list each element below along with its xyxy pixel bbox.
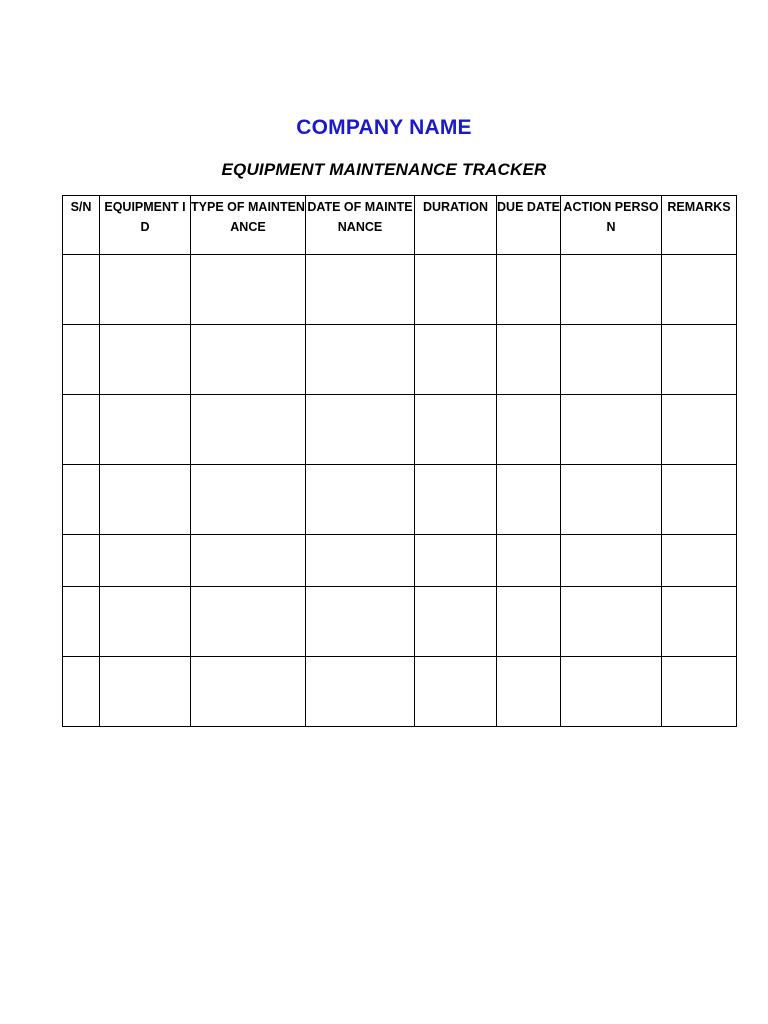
table-cell[interactable] — [561, 587, 662, 657]
table-row — [63, 587, 737, 657]
table-cell[interactable] — [306, 535, 415, 587]
table-cell[interactable] — [100, 325, 191, 395]
maintenance-tracker-table — [62, 195, 737, 727]
table-cell[interactable] — [191, 657, 306, 727]
table-cell[interactable] — [63, 325, 100, 395]
table-cell[interactable] — [306, 255, 415, 325]
column-header-remarks: REMARKS — [662, 196, 737, 255]
table-row — [63, 535, 737, 587]
table-row — [63, 465, 737, 535]
table-cell[interactable] — [415, 395, 497, 465]
table-cell[interactable] — [191, 325, 306, 395]
column-header-sn: S/N — [63, 196, 100, 255]
table-cell[interactable] — [662, 587, 737, 657]
table-cell[interactable] — [662, 657, 737, 727]
column-header-duration: DURATION — [415, 196, 497, 255]
table-cell[interactable] — [662, 535, 737, 587]
table-cell[interactable] — [306, 587, 415, 657]
table-cell[interactable] — [100, 395, 191, 465]
table-cell[interactable] — [415, 587, 497, 657]
table-cell[interactable] — [497, 587, 561, 657]
table-cell[interactable] — [100, 587, 191, 657]
table-cell[interactable] — [497, 465, 561, 535]
table-cell[interactable] — [415, 535, 497, 587]
table-cell[interactable] — [662, 465, 737, 535]
table-cell[interactable] — [497, 395, 561, 465]
table-cell[interactable] — [100, 255, 191, 325]
table-cell[interactable] — [561, 465, 662, 535]
table-cell[interactable] — [561, 657, 662, 727]
table-row — [63, 395, 737, 465]
column-header-type-of-maintenance: TYPE OF MAINTENANCE — [191, 196, 306, 255]
table-cell[interactable] — [415, 465, 497, 535]
table-cell[interactable] — [191, 255, 306, 325]
table-cell[interactable] — [497, 535, 561, 587]
column-header-due-date: DUE DATE — [497, 196, 561, 255]
table-row — [63, 657, 737, 727]
table-cell[interactable] — [63, 587, 100, 657]
table-cell[interactable] — [63, 465, 100, 535]
table-cell[interactable] — [662, 325, 737, 395]
table-cell[interactable] — [497, 325, 561, 395]
table-cell[interactable] — [662, 255, 737, 325]
table-cell[interactable] — [497, 255, 561, 325]
table-cell[interactable] — [191, 465, 306, 535]
table-cell[interactable] — [561, 255, 662, 325]
table-cell[interactable] — [561, 395, 662, 465]
table-row — [63, 255, 737, 325]
table-cell[interactable] — [662, 395, 737, 465]
table-cell[interactable] — [191, 395, 306, 465]
table-row — [63, 325, 737, 395]
table-cell[interactable] — [100, 535, 191, 587]
table-cell[interactable] — [100, 465, 191, 535]
table-cell[interactable] — [63, 657, 100, 727]
table-cell[interactable] — [306, 465, 415, 535]
column-header-date-of-maintenance: DATE OF MAINTENANCE — [306, 196, 415, 255]
table-cell[interactable] — [415, 325, 497, 395]
table-cell[interactable] — [561, 535, 662, 587]
table-cell[interactable] — [306, 395, 415, 465]
table-cell[interactable] — [191, 587, 306, 657]
document-title: EQUIPMENT MAINTENANCE TRACKER — [221, 160, 547, 179]
table-cell[interactable] — [306, 325, 415, 395]
table-cell[interactable] — [100, 657, 191, 727]
company-name: COMPANY NAME — [296, 116, 472, 139]
column-header-action-person: ACTION PERSON — [561, 196, 662, 255]
table-cell[interactable] — [191, 535, 306, 587]
table-cell[interactable] — [497, 657, 561, 727]
table-cell[interactable] — [63, 535, 100, 587]
table-header-row — [63, 196, 737, 255]
table-cell[interactable] — [63, 255, 100, 325]
table-cell[interactable] — [561, 325, 662, 395]
table-cell[interactable] — [415, 657, 497, 727]
table-cell[interactable] — [306, 657, 415, 727]
table-cell[interactable] — [63, 395, 100, 465]
column-header-equipment-id: EQUIPMENT ID — [100, 196, 191, 255]
table-cell[interactable] — [415, 255, 497, 325]
